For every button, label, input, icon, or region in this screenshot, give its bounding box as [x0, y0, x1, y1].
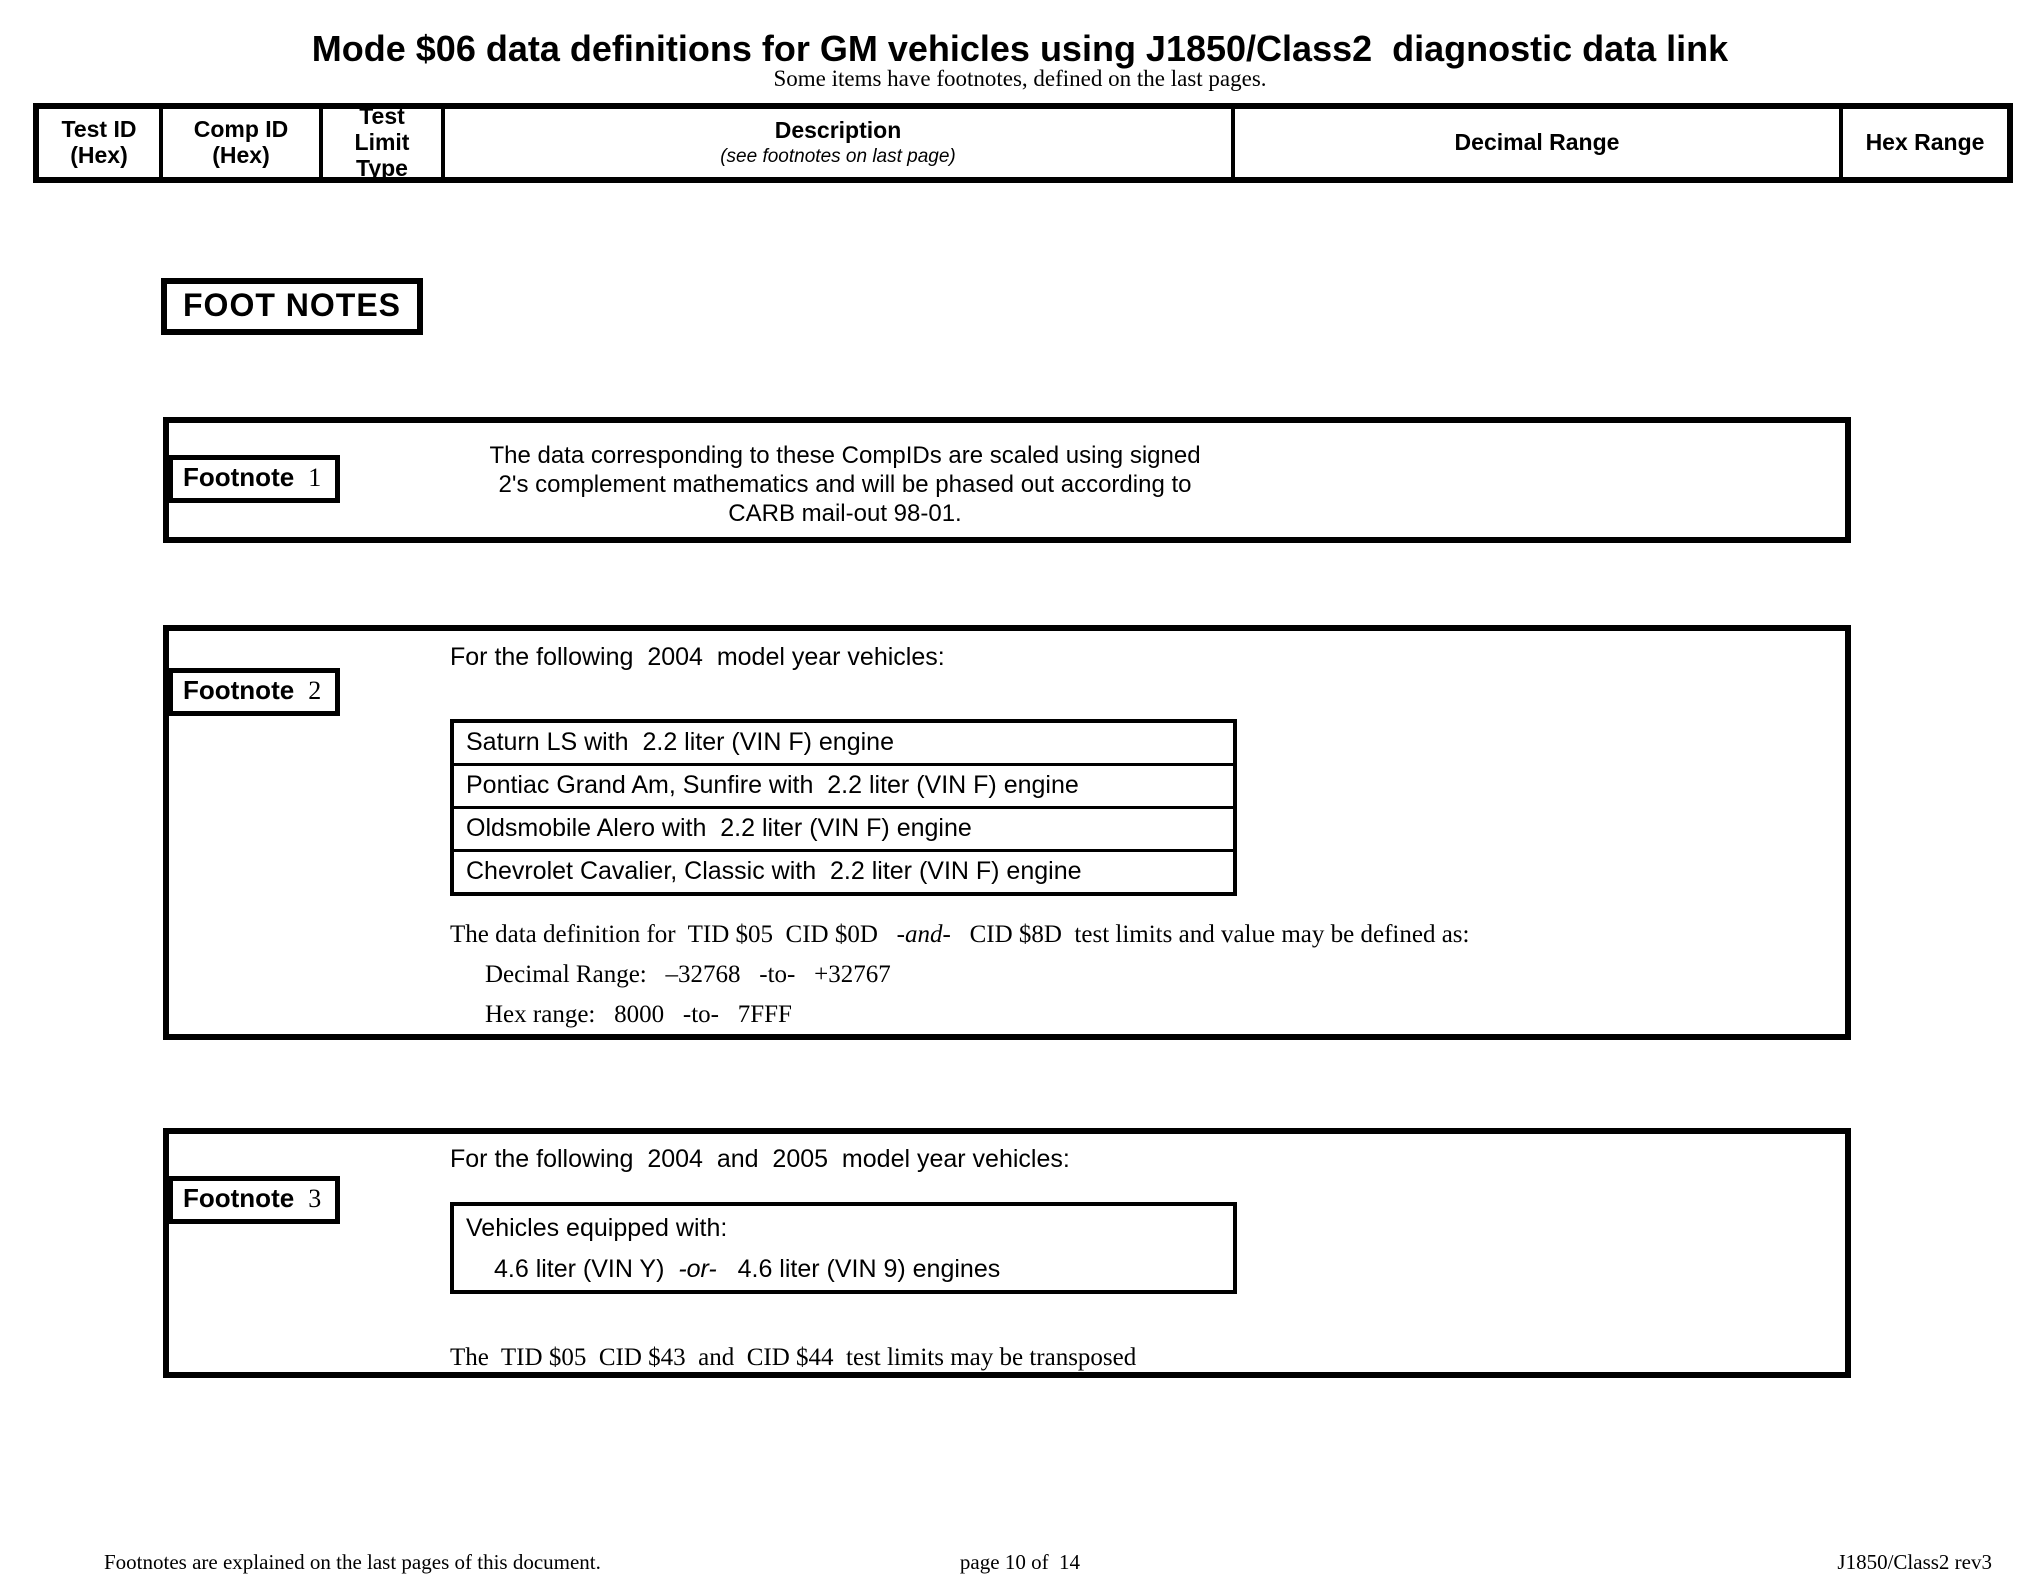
footnotes-section-heading: FOOT NOTES [161, 278, 423, 335]
column-header-line: Hex Range [1865, 129, 1985, 156]
footnote-1-line: The data corresponding to these CompIDs are scaled using signed [489, 442, 1201, 469]
vehicle-row: Pontiac Grand Am, Sunfire with 2.2 liter (VIN F) engine [454, 766, 1233, 809]
footnote-label-text: Footnote [183, 675, 295, 705]
column-header-description [445, 109, 1235, 177]
vehicle-row: Chevrolet Cavalier, Classic with 2.2 liter (VIN F) engine [466, 857, 1082, 885]
column-header-hex-range [1843, 109, 2007, 177]
column-header-line: (Hex) [212, 142, 270, 168]
equipped-vehicles-box [450, 1202, 1237, 1294]
footnote-2-box [163, 625, 1851, 1040]
footer-note: Footnotes are explained on the last pages of this document. [104, 1550, 601, 1574]
column-header-line: Test ID [61, 116, 137, 143]
column-header-line: Decimal Range [1454, 129, 1620, 156]
footnote-3-note: The TID $05 CID $43 and CID $44 test limits may be transposed [450, 1344, 1137, 1371]
footnote-number: 1 [308, 463, 322, 492]
vehicle-row: Saturn LS with 2.2 liter (VIN F) engine [454, 723, 1233, 766]
column-header-line: Type [356, 154, 408, 181]
column-header-test-limit-type [323, 103, 445, 181]
column-header-line: (Hex) [70, 142, 128, 168]
page-title: Mode $06 data definitions for GM vehicles using J1850/Class2 diagnostic data link [311, 28, 1729, 69]
footnote-number: 3 [308, 1184, 322, 1213]
column-header-decimal-range [1235, 109, 1843, 177]
footnote-2-definition [450, 921, 1469, 949]
definition-text: CID $8D test limits and value may be defined as: [950, 921, 1470, 948]
footnote-1-line: 2's complement mathematics and will be phased out according to [498, 471, 1192, 498]
footnote-2-label [168, 668, 340, 716]
footer-page-number: page 10 of 14 [959, 1550, 1081, 1574]
footer-revision: J1850/Class2 rev3 [1837, 1550, 1992, 1574]
footnote-1-text [450, 441, 1240, 528]
footnote-2-decimal-range: Decimal Range: –32768 -to- +32767 [485, 961, 891, 988]
footnote-3-label [168, 1176, 340, 1224]
column-header-line: Limit [354, 129, 410, 156]
equipped-text: 4.6 liter (VIN Y) [494, 1255, 679, 1283]
footnote-3-intro: For the following 2004 and 2005 model year vehicles: [450, 1145, 1070, 1173]
column-header-table [33, 103, 2013, 183]
footnote-2-intro: For the following 2004 model year vehicles: [450, 643, 945, 671]
footnote-1-box [163, 417, 1851, 543]
footnote-number: 2 [308, 676, 322, 705]
vehicle-row: Oldsmobile Alero with 2.2 liter (VIN F) engine [454, 809, 1233, 852]
footnote-3-box [163, 1128, 1851, 1378]
footnote-1-line: CARB mail-out 98-01. [728, 500, 962, 527]
vehicle-table [450, 719, 1237, 896]
definition-and-word: -and- [896, 921, 951, 948]
column-header-line: Test [359, 103, 405, 130]
column-header-line: Description [774, 117, 902, 144]
equipped-or-word: -or- [678, 1255, 717, 1283]
footnote-1-label [168, 455, 340, 503]
column-header-comp-id [163, 109, 323, 177]
page-subtitle: Some items have footnotes, defined on the last pages. [773, 66, 1267, 91]
column-header-test-id [39, 109, 163, 177]
footnote-label-text: Footnote [183, 462, 295, 492]
equipped-line: Vehicles equipped with: [466, 1214, 728, 1242]
definition-text: The data definition for TID $05 CID $0D [450, 921, 897, 948]
footnote-label-text: Footnote [183, 1183, 295, 1213]
equipped-line [454, 1243, 1233, 1284]
column-header-footnote-reference: (see footnotes on last page) [720, 146, 956, 168]
column-header-line: Comp ID [193, 116, 289, 143]
equipped-text: 4.6 liter (VIN 9) engines [716, 1255, 1001, 1283]
footnote-2-hex-range: Hex range: 8000 -to- 7FFF [485, 1001, 792, 1028]
